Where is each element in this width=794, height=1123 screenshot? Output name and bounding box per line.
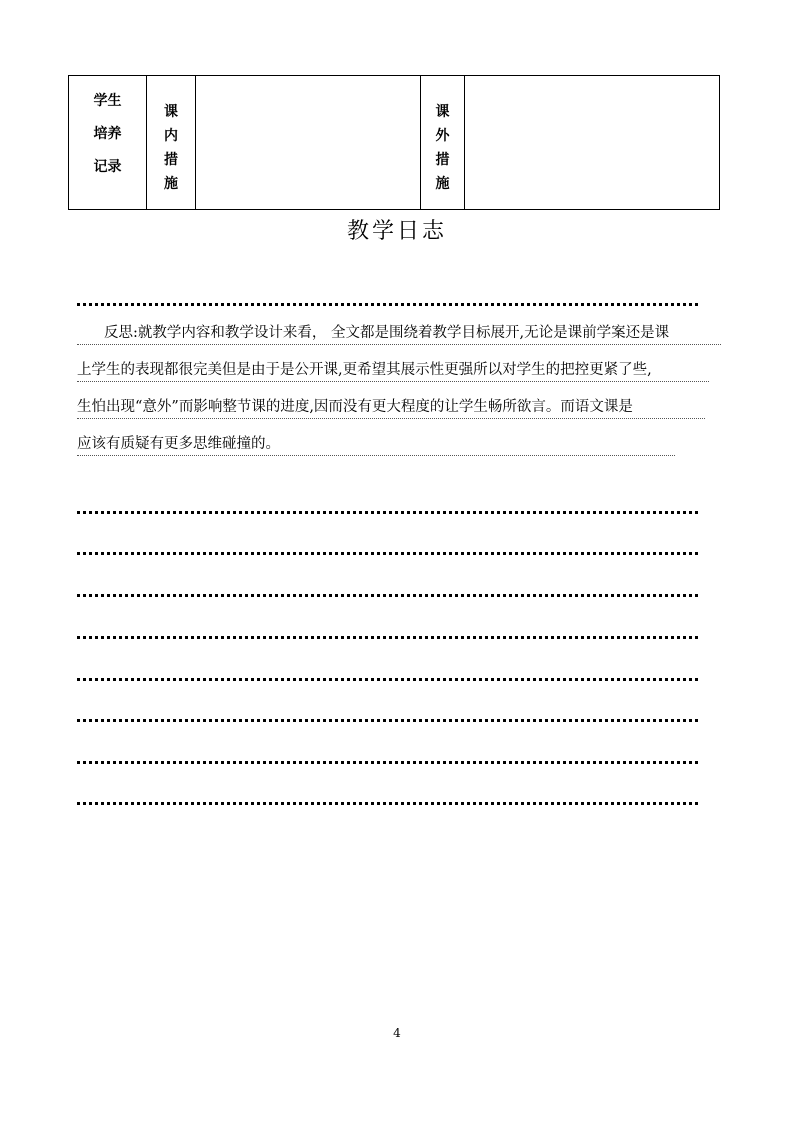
in-class-label-char: 课: [164, 104, 178, 120]
student-record-label-cell: [69, 76, 147, 210]
dotted-writing-line: [77, 636, 698, 639]
reflection-line: 应该有质疑有更多思维碰撞的。: [77, 433, 675, 456]
reflection-line: 上学生的表现都很完美但是由于是公开课,更希望其展示性更强所以对学生的把控更紧了些,: [77, 359, 709, 382]
reflection-line: 生怕出现“意外”而影响整节课的进度,因而没有更大程度的让学生畅所欲言。而语文课是: [77, 396, 705, 419]
dotted-writing-line: [77, 303, 698, 306]
out-class-label-char: 外: [435, 128, 450, 144]
row-label-part: 学生: [93, 93, 122, 109]
page-title: 教学日志: [346, 219, 447, 244]
dotted-writing-line: [77, 594, 698, 597]
dotted-writing-line: [77, 552, 698, 555]
in-class-label-char: 内: [164, 128, 178, 144]
dotted-writing-line: [77, 761, 698, 764]
out-class-label-char: 措: [435, 152, 450, 168]
dotted-writing-line: [77, 511, 698, 514]
dotted-writing-line: [77, 719, 698, 722]
in-class-label-char: 施: [164, 176, 178, 192]
out-class-label-cell: [421, 76, 465, 210]
out-class-label-char: 施: [435, 176, 450, 192]
out-class-measures-cell[interactable]: [465, 76, 720, 210]
page-number: 4: [393, 1026, 401, 1040]
in-class-label-char: 措: [164, 152, 178, 168]
in-class-label-cell: [147, 76, 196, 210]
in-class-measures-cell[interactable]: [196, 76, 421, 210]
row-label-part: 培养: [93, 126, 122, 142]
dotted-writing-line: [77, 678, 698, 681]
row-label-part: 记录: [93, 159, 122, 175]
dotted-writing-line: [77, 802, 698, 805]
student-record-table: [68, 75, 720, 210]
reflection-line: 反思:就教学内容和教学设计来看， 全文都是围绕着教学目标展开,无论是课前学案还是课: [77, 322, 721, 345]
out-class-label-char: 课: [435, 104, 450, 120]
